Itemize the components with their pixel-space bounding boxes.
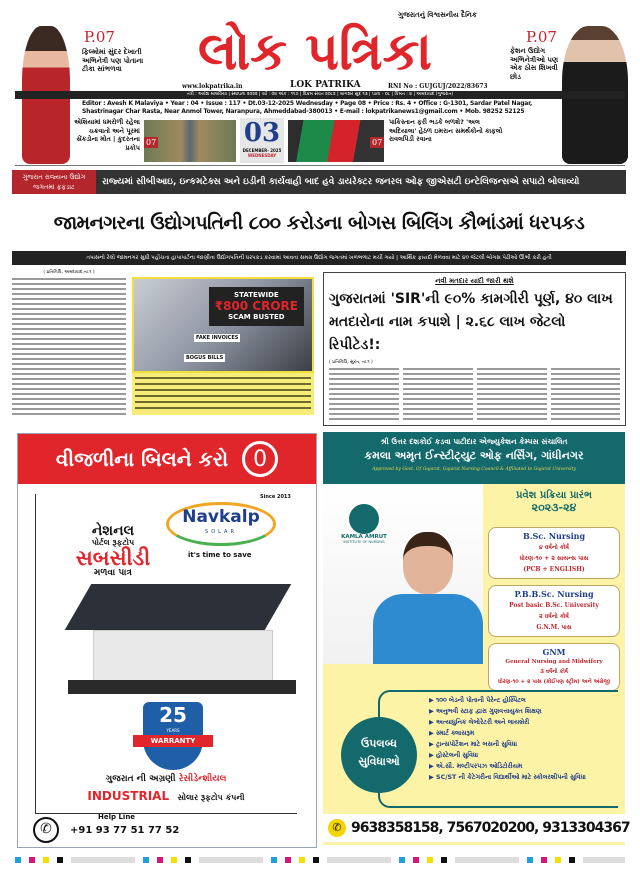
info-bar: તંત્રી : અવેશ માલવિયા | સ્થાપના ૨૦૨૨ | વર્ષ : ૦૪ અંક : ૧૧૭ | વિક્રમ સંવત ૨૦૮૨ | માગશર સુદ ૧૩ | પાના - ૦૮ | કિંમત : ૪ | અમદાવાદ (ગુજરાત): [15, 91, 625, 99]
phone-icon: ✆: [328, 819, 346, 837]
right-teaser-text[interactable]: ફેશન ઉદ્યોગ અભિનેત્રીઓ પણ એક ઠોસ શિખવી છોડ: [510, 47, 559, 81]
helpline-label: Help Line: [98, 813, 136, 821]
course-card[interactable]: B.Sc. Nursing ૪ વર્ષનો કોર્ષ ધોરણ-૧૦ + ૨ સાયન્સ પાસ (PCB + ENGLISH): [488, 527, 620, 579]
facility-item: ▶ અત્યાધુનિક લેબોરેટરી અને લાયબ્રેરી: [429, 719, 530, 726]
warranty-badge: 25 YEARS WARRANTY: [143, 702, 203, 770]
editor-line-1: Editor : Avesh K Malaviya • Year : 04 • Issue : 117 • Dt.03-12-2025 Wednesday • Page 08 • Price : Rs. 4 • Office : G-1301, Sardar Patel Nagar,: [82, 100, 533, 107]
strip-right-story[interactable]: પાકિસ્તાન ફરી ભડકે બળશે? 'અલ અદિયાલા' હેઠળ ઇમરાન સમર્થકોનો કાફલો રાવલપિંડી રવાના: [389, 118, 503, 143]
company-desc-2: INDUSTRIAL સોલાર રૂફટોપ કંપની: [87, 789, 245, 803]
sir-story-box: [323, 272, 626, 426]
strip-left-page-badge[interactable]: 07: [146, 138, 157, 147]
lead-subline: તપાસનો રેલો જામનગર સુધી પહોંચતા હાપાપાર્ટના જાણીતા ઉદ્યોગપતિની ધરપકડ કરવામાં આવતા સમગ્ર ઉદ્યોગ જગતમાં ખળભળાટ મચી ગયો | આર્થિક ફાયદો મેળવવા માટે ૪૦ જેટલી બોગસ પેઢીઓ ઊભી કરી હતી: [12, 251, 626, 265]
zero-icon: 0: [242, 441, 278, 477]
facility-item: ▶ SC/ST ની કેટેગરીના વિદ્યાર્થીઓ માટે સ્કોલરશીપની સુવિધા: [429, 774, 586, 781]
kamla-amrut-logo: KAMLA AMRUT INSTITUTE OF NURSING: [329, 504, 399, 544]
helpline-number[interactable]: +91 93 77 51 77 52: [70, 825, 180, 836]
nursing-ad[interactable]: [323, 432, 630, 845]
lead-kicker: ગુજરાત રાજ્યના ઉદ્યોગ જગતમાં ફફડાટ: [12, 170, 96, 194]
phone-icon: ✆: [33, 817, 59, 843]
admission-heading: પ્રવેશ પ્રક્રિયા પ્રારંભ ૨૦૨૩-૨૪: [516, 490, 592, 514]
phone-numbers[interactable]: 9638358158, 7567020200, 9313304367: [351, 820, 630, 836]
date-weekday: WEDNESDAY: [247, 153, 277, 158]
sir-dateline: ( પ્રતિનિધિ, સુરત, તા.૧ ): [329, 360, 373, 365]
date-month: DECEMBER- 2025: [242, 148, 282, 153]
editor-line-2: Shastrinagar Char Rasta, Near Anmol Tower, Naranpura, Ahmeddabad-380013 • E-mail : lokpatrikanews1@gmail.com • Mob. 98252 52125: [82, 108, 525, 115]
name-english: LOK PATRIKA: [290, 80, 361, 90]
lead-dateline: ( પ્રતિનિધિ, અમદાવાદ,તા.૧ ): [43, 270, 95, 275]
strip-right-page-badge[interactable]: 07: [372, 138, 383, 147]
course-card[interactable]: P.B.B.Sc. Nursing Post basic B.Sc. University ૨ વર્ષનો કોર્ષ G.N.M. પાસ: [488, 585, 620, 637]
navkalp-logo: Navkalp SOLAR: [166, 502, 276, 546]
lead-headline[interactable]: જામનગરના ઉદ્યોગપતિની ૮૦૦ કરોડના બોગસ બિલિંગ કૌભાંડમાં ધરપકડ: [53, 212, 585, 234]
scam-graphic[interactable]: STATEWIDE ₹800 CRORE SCAM BUSTED FAKE INVOICES BOGUS BILLS: [132, 277, 314, 373]
facility-item: ▶ સ્માર્ટ ક્લાસરૂમ: [429, 730, 475, 737]
facilities-badge: ઉપલબ્ધ સુવિધાઓ: [341, 717, 417, 793]
divider: [15, 165, 625, 166]
phone-bar: [323, 814, 630, 842]
left-teaser-page[interactable]: P.07: [84, 28, 115, 46]
courses: [488, 527, 620, 691]
facilities-list: [429, 695, 621, 783]
slogan: it's time to save: [188, 551, 252, 559]
graphic-text: STATEWIDE ₹800 CRORE SCAM BUSTED: [209, 287, 304, 326]
sir-headline[interactable]: ગુજરાતમાં 'SIR'ની ૯૦% કામગીરી પૂર્ણ, ૪૦ લાખ મતદારોના નામ કપાશે | ૨.૬૮ લાખ જેટલો રિપીટેડ!:: [329, 291, 613, 353]
facility-item: ▶ અનુભવી સ્ટાફ દ્વારા ગુણવત્તાયુક્ત શિક્ષણ: [429, 708, 542, 715]
solar-ad[interactable]: [17, 433, 317, 848]
sir-kicker: નવી મતદાર યાદી જારી થશે: [435, 277, 514, 285]
course-card[interactable]: GNM General Nursing and Midwifery ૩ વર્ષનો કોર્ષ ધોરણ-૧૦ + ૨ પાસ (કોઈપણ સ્ટ્રીમ) અને અંગ્રેજી: [488, 643, 620, 691]
solar-banner: વીજળીના બિલને કરો 0: [18, 434, 316, 484]
left-teaser-text[interactable]: ફિલ્મોમાં સુંદર દેખાતી અભિનેત્રી પણ પોતાના ટીકા સાંભળવા: [82, 48, 144, 73]
facility-item: ▶ ૧૦૦ બેડની પોતાની પેરેન્ટ હોસ્પિટલ: [429, 697, 526, 704]
rni-number: RNI No : GUJGUJ/2022/83673: [388, 83, 488, 90]
scam-graphic-caption: [132, 373, 314, 415]
solar-house-image: [68, 584, 296, 696]
tagline: ગુજરાતનું વિશ્વસનીય દૈનિક: [398, 11, 477, 19]
since-label: Since 2013: [260, 494, 291, 500]
nursing-header: શ્રી ઉત્તર દશકોઈ કડવા પાટીદાર એજ્યુકેશન કેમ્પસ સંચાલિત કમલા અમૃત ઈન્સ્ટીટ્યુટ ઓફ નર્સિંગ, ગાંધીનગર Approved by Govt. Of Gujarat, Gujarat Nursing Council & Affiliated to Gujarat University: [323, 432, 625, 484]
subsidy-text: નેશનલ પોર્ટલ રૂફટોપ સબસીડી મળવા પાત્ર: [75, 523, 151, 579]
date-box: [240, 118, 284, 163]
sir-article-body: [329, 367, 620, 421]
right-teaser-page[interactable]: P.07: [526, 28, 557, 46]
facility-item: ▶ હોસ્ટેલની સુવિધા: [429, 752, 479, 759]
facility-item: ▶ એ.સી. મલ્ટીપરપઝ ઓડિટોરીયમ: [429, 763, 523, 770]
company-desc-1: ગુજરાત ની અગ્રણી રેસીડેન્શીયલ: [105, 774, 227, 784]
print-color-bar: [15, 857, 625, 863]
facility-item: ▶ ટ્રાન્સપોર્ટેશન માટે બસની સુવિધા: [429, 741, 518, 748]
editor-lines: [82, 100, 624, 116]
newspaper-logo: લોક પત્રિકા: [197, 22, 433, 82]
lead-overline[interactable]: રાજ્યમાં સીબીઆઇ, ઇન્કમટેક્સ અને ઇડીની કાર્યવાહી બાદ હવે ડાયરેક્ટર જનરલ ઓફ જીએસટી ઇન્ટેલિજન્સએ સપાટો બોલાવ્યો: [96, 170, 626, 194]
website[interactable]: www.lokpatrika.in: [182, 83, 243, 90]
strip-left-story[interactable]: એશિયામાં ધમરોળી રહેલા ચક્રવાતો અને પૂરમાં સેંકડોના મોત | કુદરતના પ્રકોપ: [74, 118, 140, 152]
date-day: 03: [243, 118, 281, 148]
lead-article-body: [12, 277, 126, 415]
